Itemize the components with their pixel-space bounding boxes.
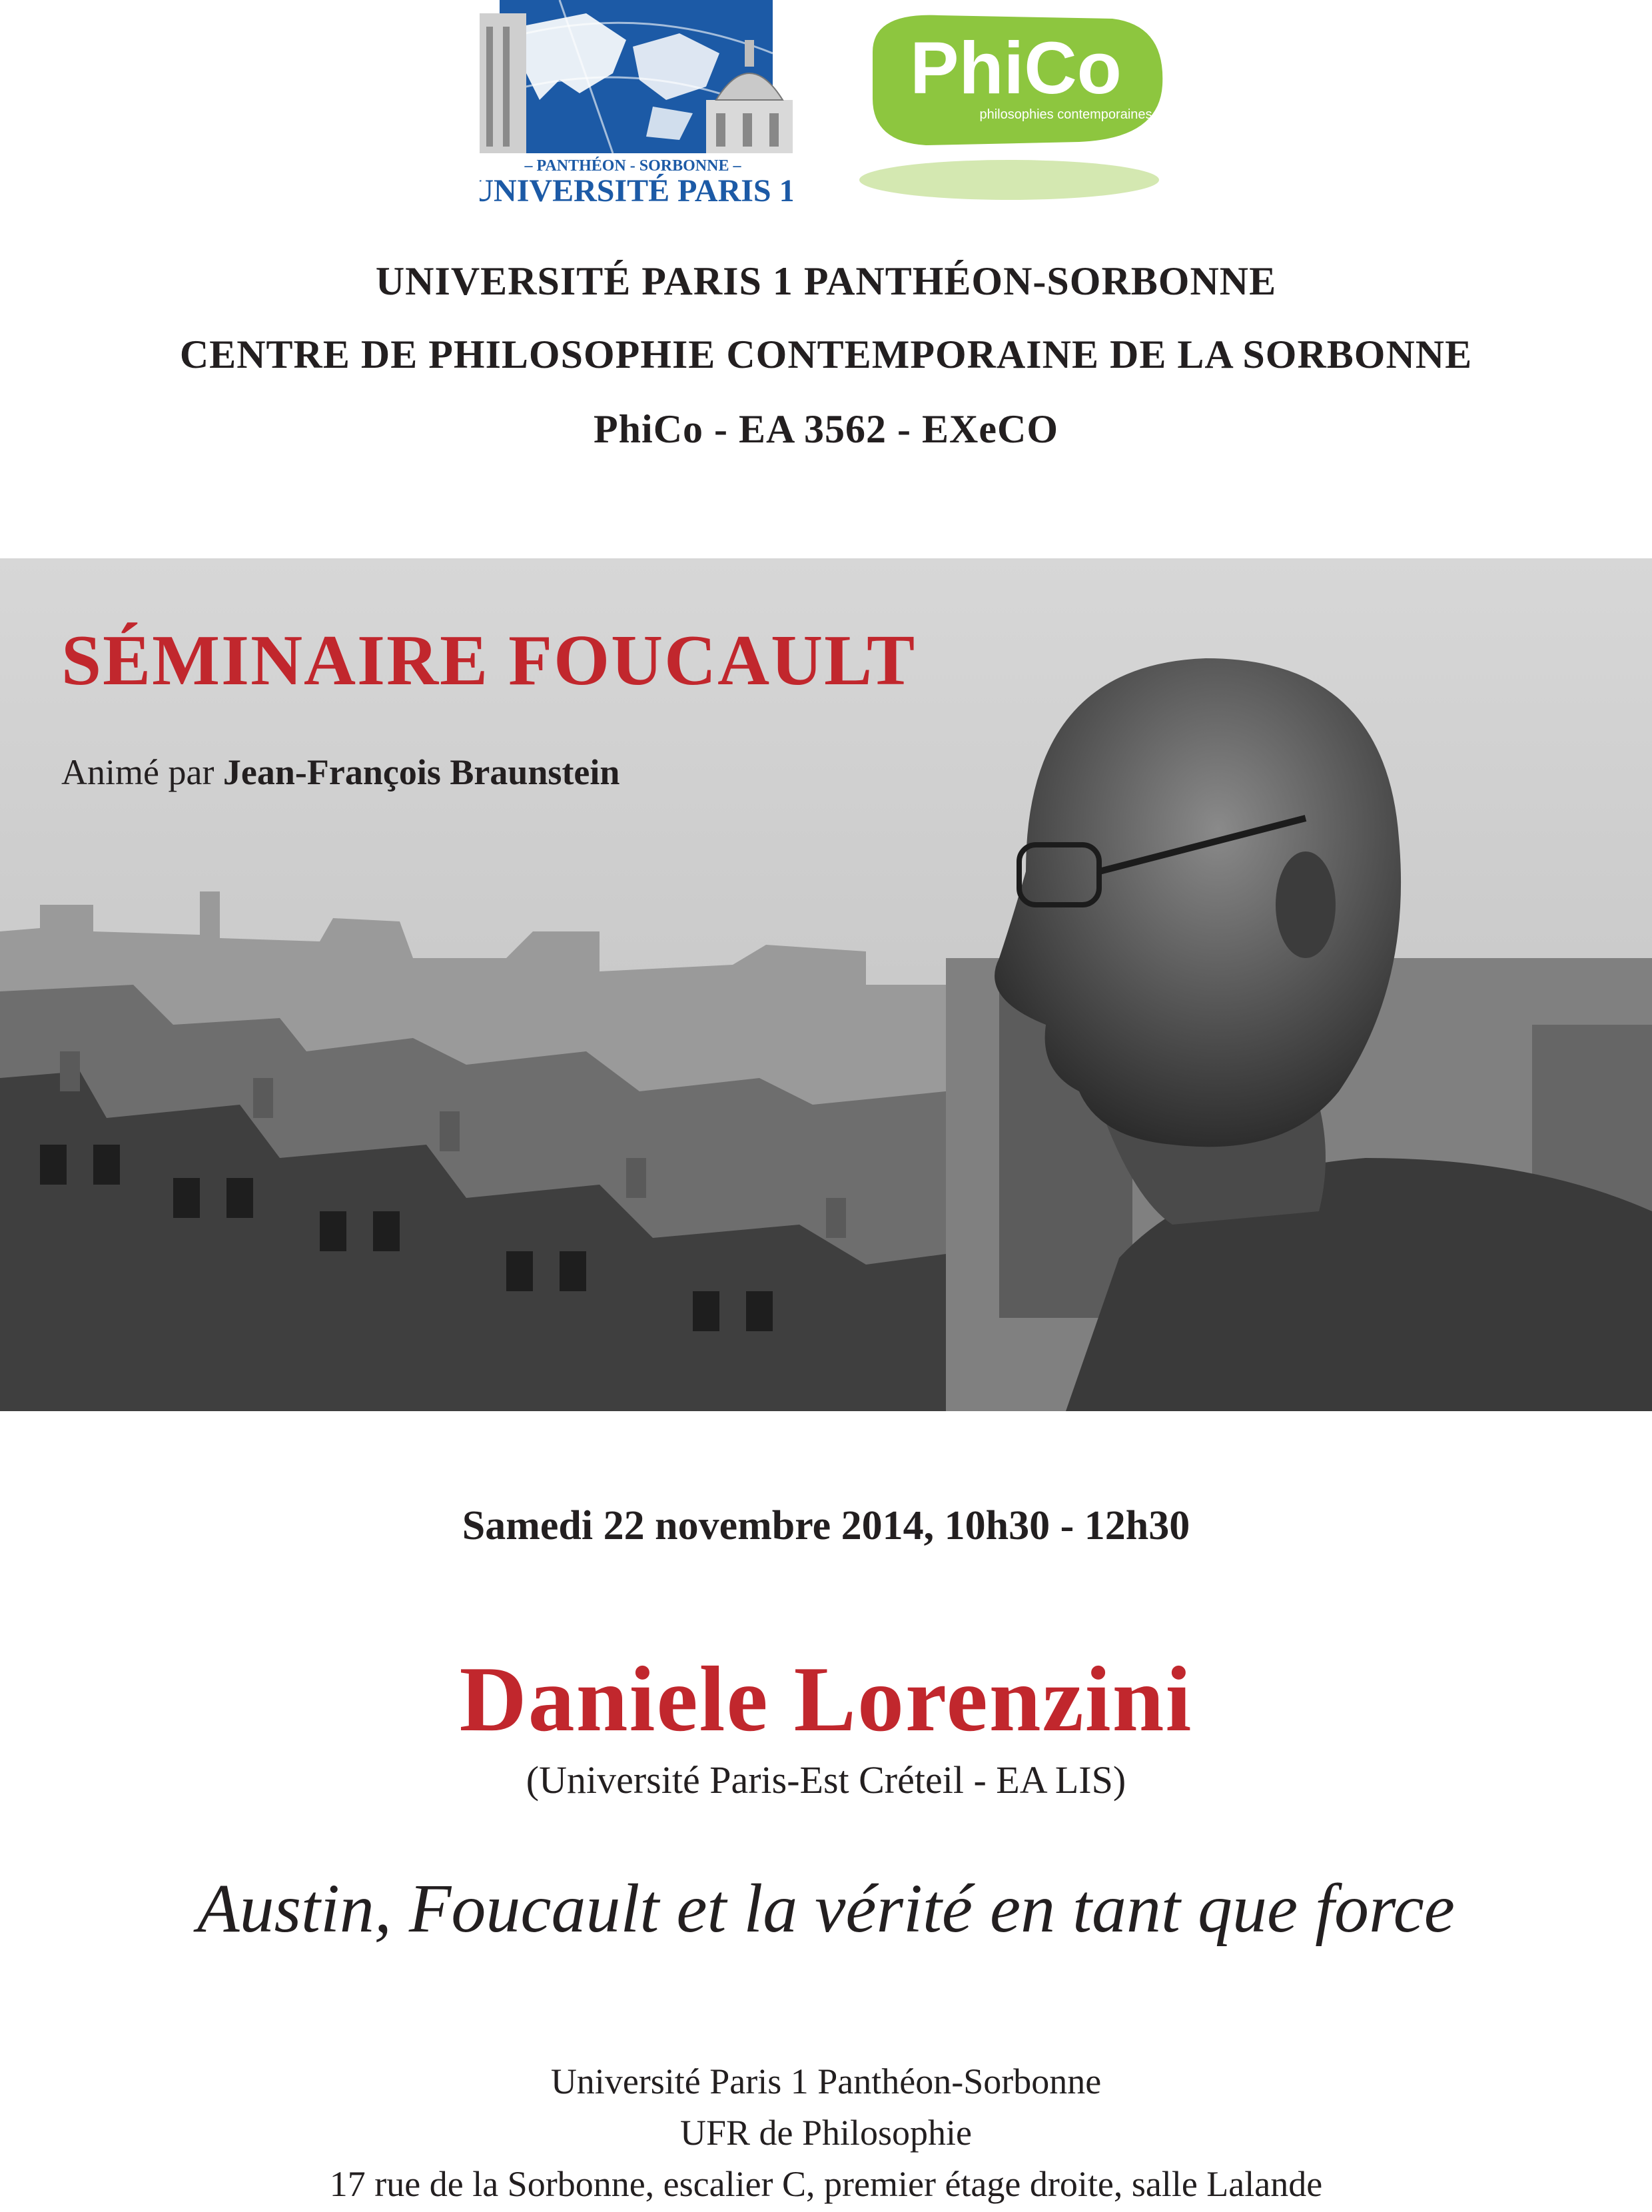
- university-paris1-logo: [480, 0, 793, 207]
- event-date: Samedi 22 novembre 2014, 10h30 - 12h30: [462, 1503, 1190, 1548]
- phico-logo-name: PhiCo: [910, 27, 1122, 109]
- address-line-3: 17 rue de la Sorbonne, escalier C, premier étage droite, salle Lalande: [329, 2164, 1323, 2204]
- address-line-2: UFR de Philosophie: [679, 2113, 973, 2153]
- header-university: UNIVERSITÉ PARIS 1 PANTHÉON-SORBONNE: [375, 259, 1277, 303]
- animated-by-prefix: Animé par: [61, 752, 214, 792]
- seminar-animated-by: [61, 752, 620, 793]
- animated-by-name: Jean-François Braunstein: [222, 752, 620, 792]
- address-line-1: Université Paris 1 Panthéon-Sorbonne: [550, 2061, 1102, 2101]
- university-logo-bottom-text: UNIVERSITÉ PARIS 1: [480, 173, 793, 207]
- phico-logo-tagline: philosophies contemporaines: [979, 107, 1152, 122]
- header-phico: PhiCo - EA 3562 - EXeCO: [594, 407, 1058, 451]
- university-logo-top-text: – PANTHÉON - SORBONNE –: [524, 157, 741, 175]
- speaker-affiliation: (Université Paris-Est Créteil - EA LIS): [526, 1758, 1126, 1802]
- seminar-title: SÉMINAIRE FOUCAULT: [61, 621, 917, 700]
- header-centre: CENTRE DE PHILOSOPHIE CONTEMPORAINE DE LA SORBONNE: [179, 332, 1473, 376]
- speaker-name: Daniele Lorenzini: [459, 1648, 1193, 1751]
- talk-title: Austin, Foucault et la vérité en tant que force: [197, 1870, 1455, 1947]
- phico-logo: [859, 12, 1172, 212]
